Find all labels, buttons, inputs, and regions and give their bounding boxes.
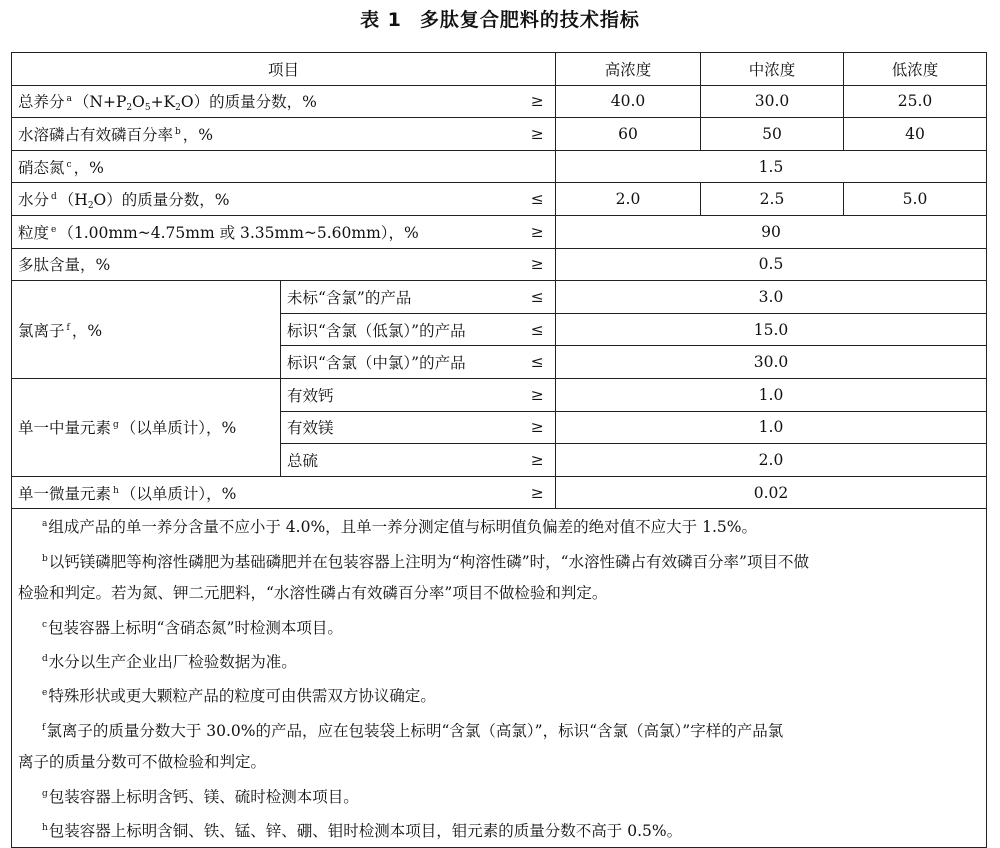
- sub-label: 有效钙: [281, 378, 520, 411]
- footnotes: [12, 509, 987, 848]
- relation-symbol: ≥: [520, 378, 556, 411]
- relation-symbol: ≤: [520, 313, 556, 346]
- footnote-b-continued: 检验和判定。若为氮、钾二元肥料，“水溶性磷占有效磷百分率”项目不做检验和判定。: [18, 584, 608, 603]
- relation-symbol: ≤: [520, 281, 556, 314]
- row-secondary-1: [12, 378, 987, 411]
- value-merged: 15.0: [556, 313, 987, 346]
- footnote-g: $^g$包装容器上标明含钙、镁、硫时检测本项目。: [42, 787, 359, 806]
- value-merged: 1.0: [556, 378, 987, 411]
- value-mid: 50: [701, 118, 844, 151]
- value-low: 5.0: [844, 183, 987, 216]
- label-moisture: 水分 $^d$ $(H_2O)$的质量分数，%: [12, 183, 520, 216]
- sub-label: 总硫: [281, 444, 520, 477]
- row-nitrate-nitrogen: [12, 150, 987, 183]
- label-peptide: 多肽含量，%: [12, 248, 520, 281]
- value-high: 60: [556, 118, 701, 151]
- relation-symbol: ≥: [520, 476, 556, 509]
- value-merged: 90: [556, 215, 987, 248]
- label-total-nutrient: 总养分 $^a$ $(N+P_2O_5+K_2O)$的质量分数，%: [12, 85, 520, 118]
- label-chloride: 氯离子 $^f$ ，%: [12, 281, 281, 379]
- value-merged: 30.0: [556, 346, 987, 379]
- footnote-f: $^f$氯离子的质量分数大于 30.0%的产品，应在包装袋上标明“含氯（高氯）”，标识“含氯（高氯）”字样的产品氯: [42, 721, 784, 740]
- spec-table: [11, 52, 987, 848]
- footnote-c: $^c$包装容器上标明“含硝态氮”时检测本项目。: [42, 618, 343, 637]
- value-high: 40.0: [556, 85, 701, 118]
- footnote-a: $^a$组成产品的单一养分含量不应小于 4.0%，且单一养分测定值与标明值负偏差的绝对值不应大于 1.5%。: [42, 518, 757, 537]
- sub-label: 标识“含氯（低氯）”的产品: [281, 313, 520, 346]
- table-title: [0, 8, 1000, 32]
- label-micro-element: 单一微量元素 $^h$ （以单质计），%: [12, 476, 520, 509]
- relation-symbol: ≥: [520, 444, 556, 477]
- relation-symbol: ≥: [520, 85, 556, 118]
- row-micro-element: [12, 476, 987, 509]
- relation-symbol: ≤: [520, 183, 556, 216]
- footnote-e: $^e$特殊形状或更大颗粒产品的粒度可由供需双方协议确定。: [42, 687, 436, 706]
- footnote-b: $^b$以钙镁磷肥等枸溶性磷肥为基础磷肥并在包装容器上注明为“枸溶性磷”时，“水溶性磷占有效磷百分率”项目不做: [42, 552, 809, 571]
- sub-label: 有效镁: [281, 411, 520, 444]
- value-merged: 3.0: [556, 281, 987, 314]
- row-water-soluble-p: [12, 118, 987, 151]
- footnote-d: $^d$水分以生产企业出厂检验数据为准。: [42, 652, 297, 671]
- relation-symbol: ≥: [520, 248, 556, 281]
- footnote-f-continued: 离子的质量分数可不做检验和判定。: [18, 753, 267, 772]
- value-mid: 2.5: [701, 183, 844, 216]
- header-high: 高浓度: [556, 53, 701, 86]
- footnote-h: $^h$包装容器上标明含铜、铁、锰、锌、硼、钼时检测本项目，钼元素的质量分数不高于 0.5%。: [42, 821, 683, 840]
- label-nitrate-nitrogen: 硝态氮 $^c$ ，%: [12, 150, 556, 183]
- value-merged: 1.0: [556, 411, 987, 444]
- label-water-soluble-p: 水溶磷占有效磷百分率 $^b$ ，%: [12, 118, 520, 151]
- table-title-text: 多肽复合肥料的技术指标: [419, 9, 640, 31]
- row-granularity: [12, 215, 987, 248]
- header-low: 低浓度: [844, 53, 987, 86]
- header-mid: 中浓度: [701, 53, 844, 86]
- label-secondary-element: 单一中量元素 $^g$ （以单质计），%: [12, 378, 281, 476]
- header-row: [12, 53, 987, 86]
- row-chloride-1: [12, 281, 987, 314]
- value-low: 25.0: [844, 85, 987, 118]
- relation-symbol: ≥: [520, 215, 556, 248]
- value-mid: 30.0: [701, 85, 844, 118]
- header-item: 项目: [12, 53, 556, 86]
- value-merged: 0.5: [556, 248, 987, 281]
- table-number: 表 1: [360, 9, 402, 31]
- value-merged: 1.5: [556, 150, 987, 183]
- label-granularity: 粒度 $^e$ （1.00mm~4.75mm 或 3.35mm~5.60mm），%: [12, 215, 520, 248]
- relation-symbol: ≥: [520, 118, 556, 151]
- value-merged: 2.0: [556, 444, 987, 477]
- sub-label: 标识“含氯（中氯）”的产品: [281, 346, 520, 379]
- row-total-nutrient: [12, 85, 987, 118]
- footnotes-row: [12, 509, 987, 848]
- relation-symbol: ≤: [520, 346, 556, 379]
- value-merged: 0.02: [556, 476, 987, 509]
- row-moisture: [12, 183, 987, 216]
- value-high: 2.0: [556, 183, 701, 216]
- relation-symbol: ≥: [520, 411, 556, 444]
- row-peptide: [12, 248, 987, 281]
- value-low: 40: [844, 118, 987, 151]
- sub-label: 未标“含氯”的产品: [281, 281, 520, 314]
